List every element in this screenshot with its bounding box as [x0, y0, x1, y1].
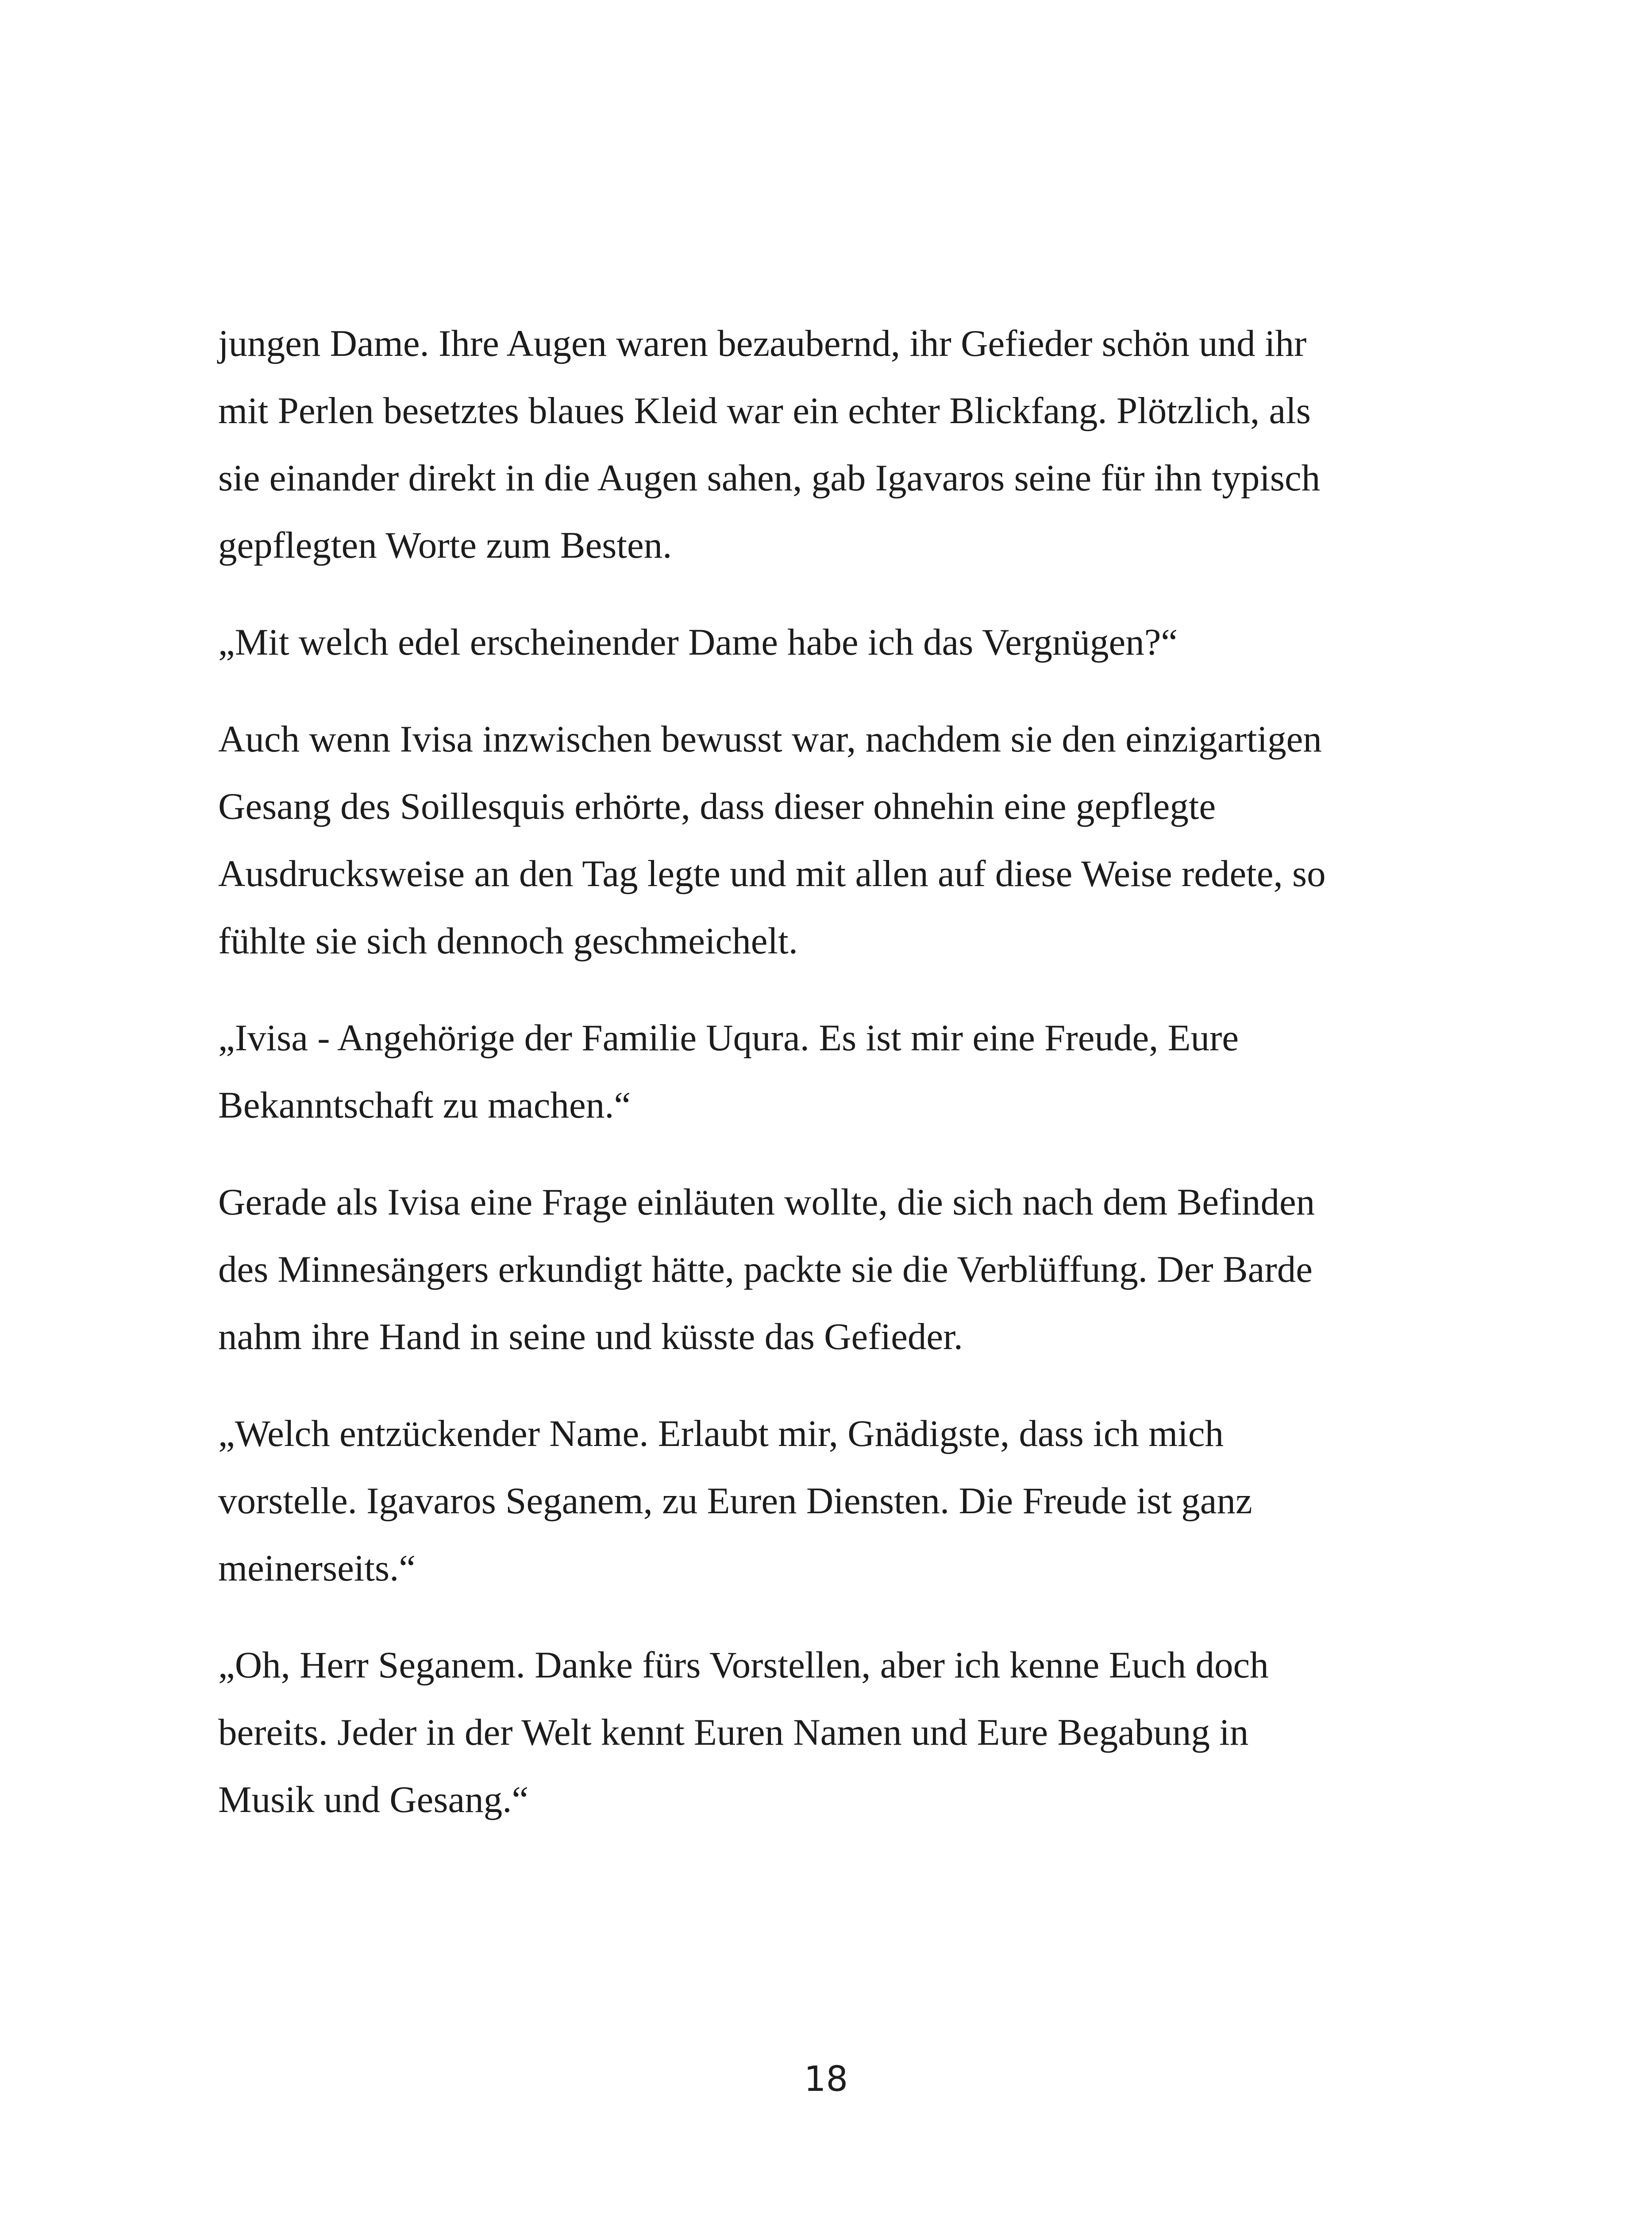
text-line: Auch wenn Ivisa inzwischen bewusst war, nachdem sie den einzigartigen [218, 718, 1322, 760]
text-line: meinerseits.“ [218, 1547, 416, 1589]
text-line: des Minnesängers erkundigt hätte, packte sie die Verblüffung. Der Barde [218, 1249, 1313, 1290]
paragraph [218, 1168, 1448, 1370]
text-line: Gesang des Soillesquis erhörte, dass dieser ohnehin eine gepflegte [218, 786, 1216, 827]
text-line: nahm ihre Hand in seine und küsste das Gefieder. [218, 1316, 963, 1357]
text-line: jungen Dame. Ihre Augen waren bezaubernd, ihr Gefieder schön und ihr [218, 323, 1307, 364]
text-line: „Mit welch edel erscheinender Dame habe ich das Vergnügen?“ [218, 621, 1178, 663]
text-line: Ausdrucksweise an den Tag legte und mit allen auf diese Weise redete, so [218, 853, 1326, 894]
text-line: Musik und Gesang.“ [218, 1779, 529, 1820]
text-line: „Oh, Herr Seganem. Danke fürs Vorstellen, aber ich kenne Euch doch [218, 1644, 1269, 1686]
text-line: fühlte sie sich dennoch geschmeichelt. [218, 920, 798, 962]
paragraph [218, 1631, 1448, 1833]
text-line: gepflegten Worte zum Besten. [218, 524, 672, 566]
text-line: Bekanntschaft zu machen.“ [218, 1084, 631, 1126]
paragraph [218, 310, 1448, 579]
text-line: „Ivisa - Angehörige der Familie Uqura. Es ist mir eine Freude, Eure [218, 1017, 1239, 1059]
text-line: vorstelle. Igavaros Seganem, zu Euren Diensten. Die Freude ist ganz [218, 1480, 1252, 1522]
paragraph [218, 1400, 1448, 1602]
text-line: mit Perlen besetztes blaues Kleid war ein echter Blickfang. Plötzlich, als [218, 390, 1311, 432]
paragraph [218, 1004, 1448, 1139]
page-number: 18 [804, 2059, 848, 2099]
paragraph [218, 706, 1448, 975]
text-line: sie einander direkt in die Augen sahen, gab Igavaros seine für ihn typisch [218, 457, 1321, 499]
text-line: „Welch entzückender Name. Erlaubt mir, Gnädigste, dass ich mich [218, 1413, 1224, 1454]
text-line: Gerade als Ivisa eine Frage einläuten wollte, die sich nach dem Befinden [218, 1181, 1315, 1223]
paragraph [218, 609, 1448, 676]
text-line: bereits. Jeder in der Welt kennt Euren Namen und Eure Begabung in [218, 1712, 1249, 1753]
body-text [218, 310, 1448, 1863]
